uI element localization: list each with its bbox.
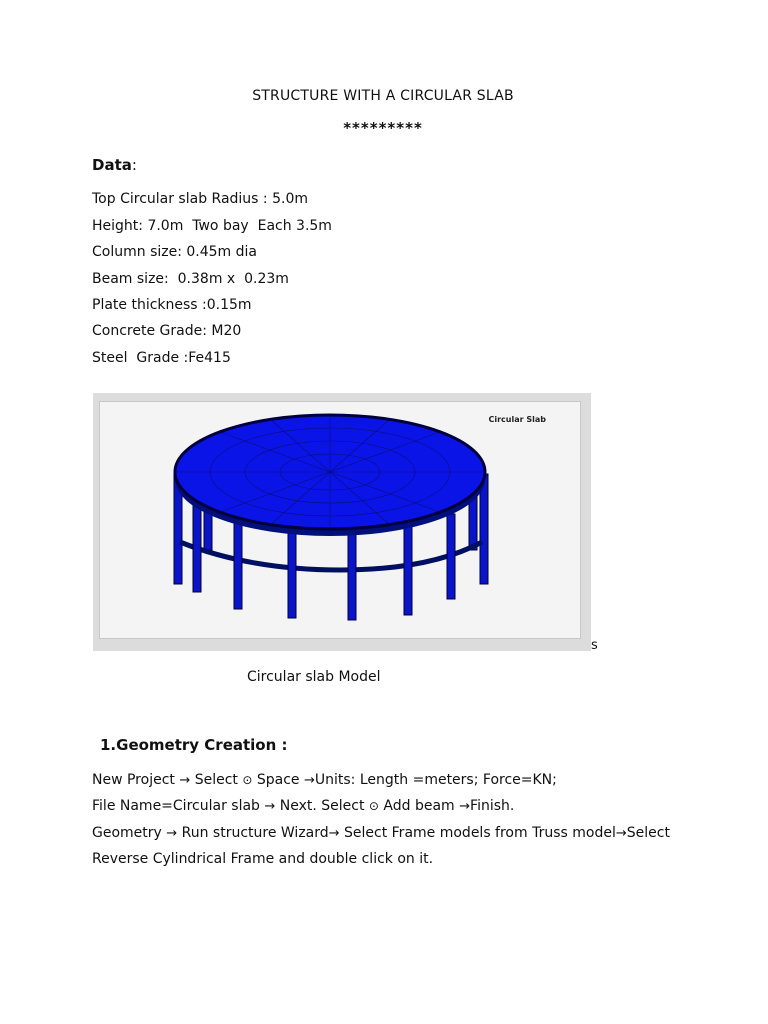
- data-line-beam-size: Beam size: 0.38m x 0.23m: [92, 271, 289, 287]
- ring-beam-lower: [180, 542, 482, 570]
- column: [234, 514, 242, 609]
- title-separator: *********: [343, 119, 423, 137]
- arrow-icon: →: [303, 773, 315, 788]
- section-heading-geometry-creation: 1.Geometry Creation :: [100, 736, 288, 754]
- circular-slab-model-drawing: [100, 402, 580, 638]
- data-heading-label: Data: [92, 156, 132, 174]
- column: [348, 524, 356, 620]
- data-line-height: Height: 7.0m Two bay Each 3.5m: [92, 218, 332, 234]
- figure-caption: Circular slab Model: [247, 669, 381, 685]
- column: [404, 522, 412, 615]
- instruction-text: Run structure Wizard: [177, 825, 329, 841]
- instruction-line-geometry: [92, 825, 670, 841]
- data-heading: [92, 156, 137, 174]
- arrow-icon: →: [615, 826, 627, 841]
- data-line-radius: Top Circular slab Radius : 5.0m: [92, 191, 308, 207]
- instruction-line-reverse-cylindrical: Reverse Cylindrical Frame and double click on it.: [92, 851, 434, 867]
- circular-slab: [175, 415, 485, 536]
- ring-beam: [180, 542, 482, 570]
- figure-label: Circular Slab: [488, 415, 546, 424]
- instruction-line-new-project: [92, 772, 557, 788]
- figure-side-mark: s: [591, 638, 598, 653]
- instruction-line-file-name: [92, 798, 514, 814]
- arrow-icon: →: [459, 799, 471, 814]
- data-line-concrete-grade: Concrete Grade: M20: [92, 323, 242, 339]
- data-line-plate-thickness: Plate thickness :0.15m: [92, 297, 252, 313]
- radio-selected-icon: ⊙: [368, 799, 379, 813]
- arrow-icon: →: [166, 826, 178, 841]
- instruction-text: Select: [626, 825, 670, 841]
- column: [447, 514, 455, 599]
- data-line-column-size: Column size: 0.45m dia: [92, 244, 257, 260]
- figure-viewport: [99, 401, 581, 639]
- instruction-text: New Project: [92, 772, 180, 788]
- instruction-text: Geometry: [92, 825, 167, 841]
- instruction-text: Select Frame models from Truss model: [339, 825, 616, 841]
- data-line-steel-grade: Steel Grade :Fe415: [92, 350, 231, 366]
- instruction-text: Finish.: [470, 798, 515, 814]
- column: [288, 522, 296, 618]
- instruction-text: Next. Select: [275, 798, 369, 814]
- circular-slab-figure: [93, 393, 591, 651]
- arrow-icon: →: [264, 799, 276, 814]
- instruction-text: Select: [190, 772, 243, 788]
- arrow-icon: →: [179, 773, 191, 788]
- instruction-text: Units: Length =meters; Force=KN;: [314, 772, 557, 788]
- arrow-icon: →: [328, 826, 340, 841]
- document-title: STRUCTURE WITH A CIRCULAR SLAB: [252, 88, 514, 104]
- column: [193, 502, 201, 592]
- radio-selected-icon: ⊙: [242, 773, 253, 787]
- instruction-text: File Name=Circular slab: [92, 798, 265, 814]
- instruction-text: Space: [252, 772, 304, 788]
- data-heading-colon: :: [131, 156, 137, 174]
- instruction-text: Add beam: [378, 798, 460, 814]
